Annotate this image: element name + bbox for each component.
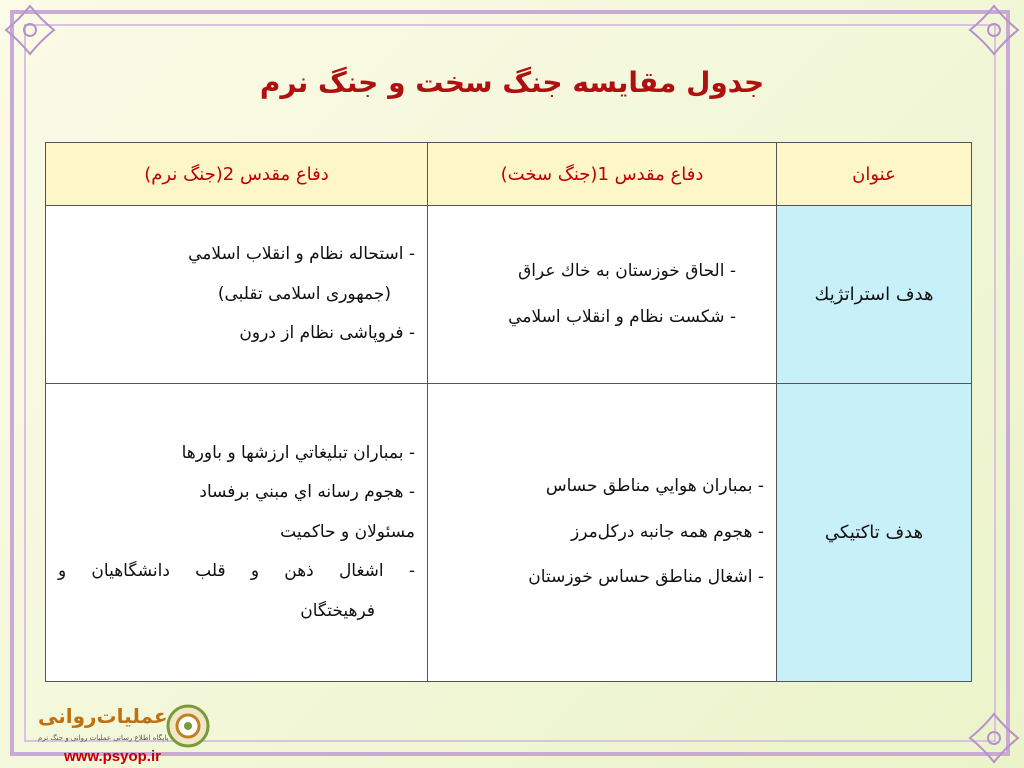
logo-subtitle: پایگاه اطلاع رسانی عملیات روانی و جنگ نرم — [38, 734, 169, 742]
cell-hard-strategic — [428, 206, 777, 384]
cell-soft-strategic — [46, 206, 428, 384]
cell-line: - شكست نظام و انقلاب اسلامي — [508, 306, 736, 327]
comparison-table — [45, 142, 972, 682]
cell-line: مسئولان و حاكميت — [280, 521, 415, 542]
cell-hard-tactical — [428, 384, 777, 682]
header-topic: عنوان — [777, 143, 972, 206]
cell-line: - فروپاشی نظام از درون — [239, 323, 415, 344]
cell-line: - اشغال ذهن و قلب دانشگاهيان و — [58, 561, 415, 582]
table-row — [46, 206, 972, 384]
cell-line: - هجوم همه جانبه دركل‌مرز — [570, 521, 764, 542]
cell-line: - بمباران هوايي مناطق حساس — [545, 476, 764, 497]
header-hard-war: دفاع مقدس 1(جنگ سخت) — [428, 143, 777, 206]
logo-emblem-icon — [166, 704, 210, 748]
logo-text: عملیات‌روانی — [38, 704, 168, 728]
cell-line: - بمباران تبليغاتي ارزشها و باورها — [181, 442, 415, 463]
header-soft-war: دفاع مقدس 2(جنگ نرم) — [46, 143, 428, 206]
cell-line: (جمهوری اسلامی تقلبی) — [217, 283, 391, 304]
corner-ornament-icon — [964, 708, 1024, 768]
website-url[interactable]: www.psyop.ir — [64, 748, 161, 765]
cell-line: فرهيختگان — [300, 600, 375, 621]
row-label-tactical: هدف تاكتيكي — [777, 384, 972, 682]
cell-line: - الحاق خوزستان به خاك عراق — [518, 261, 736, 281]
cell-line: - هجوم رسانه اي مبني برفساد — [199, 482, 415, 503]
corner-ornament-icon — [0, 0, 60, 60]
table-row — [46, 384, 972, 682]
page-title: جدول مقايسه جنگ سخت و جنگ نرم — [259, 66, 765, 99]
cell-line: - استحاله نظام و انقلاب اسلامي — [188, 244, 415, 265]
site-logo — [38, 704, 218, 752]
cell-soft-tactical — [46, 384, 428, 682]
cell-line: - اشغال مناطق حساس خوزستان — [528, 567, 764, 588]
corner-ornament-icon — [964, 0, 1024, 60]
table-header-row — [46, 143, 972, 206]
row-label-strategic: هدف استراتژيك — [777, 206, 972, 384]
